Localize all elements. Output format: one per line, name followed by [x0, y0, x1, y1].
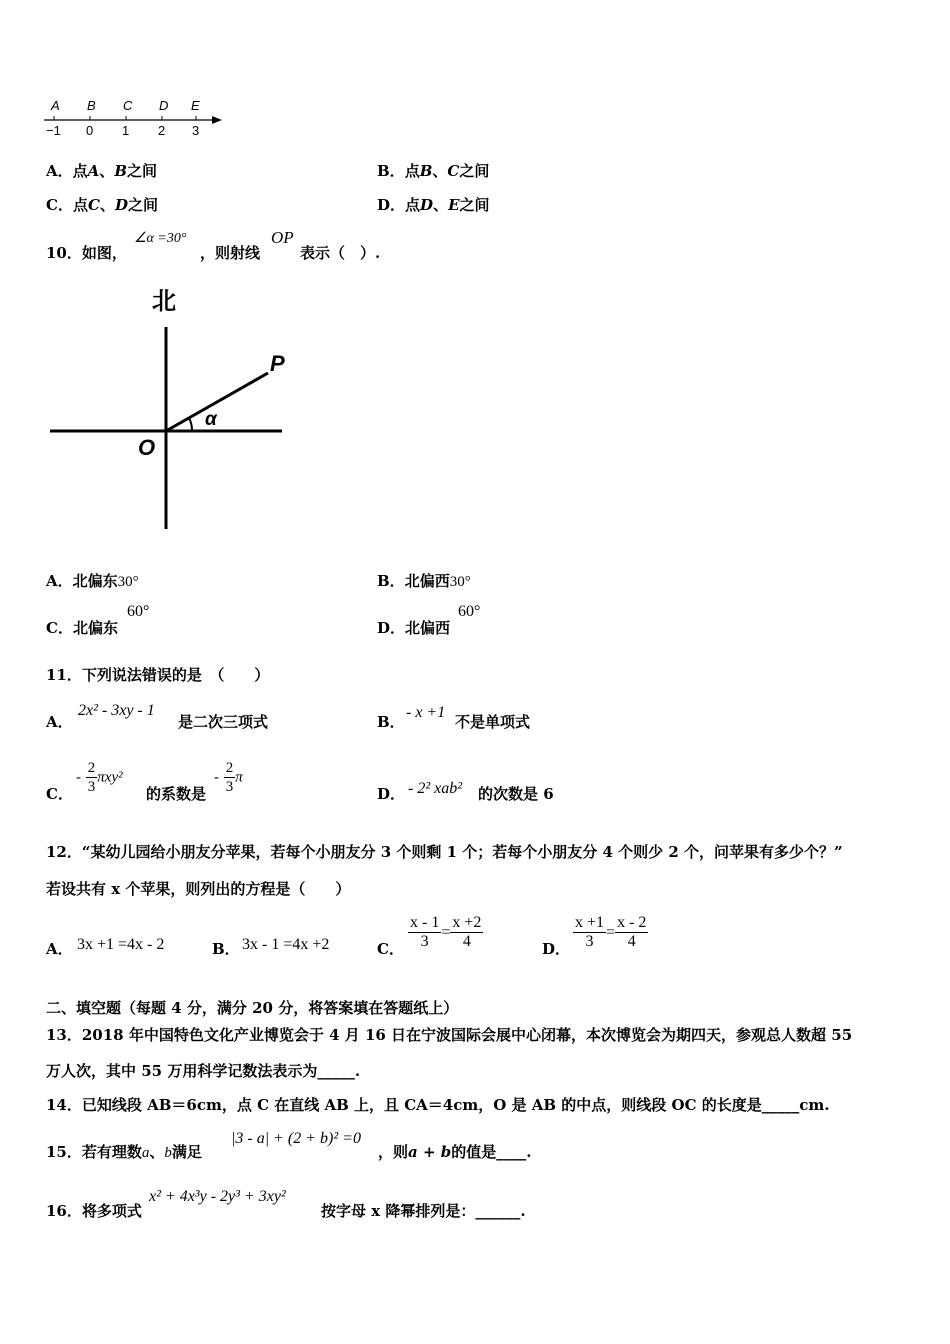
q10-angle: ∠α =30° — [134, 231, 187, 246]
q16-end: 按字母 x 降幂排列是：______. — [321, 1202, 526, 1220]
point-label-d: D — [159, 98, 169, 113]
q16-math: x² + 4x³y - 2y³ + 3xy² — [149, 1188, 286, 1205]
q11-option-c-text: 的系数是 — [146, 785, 207, 803]
point-label-b: B — [87, 98, 96, 113]
q11-option-d-text: 的次数是 6 — [478, 785, 554, 803]
q15-text: 15．若有理数a、b满足 — [46, 1143, 202, 1161]
q10-option-c-degree: 60° — [127, 603, 150, 620]
q12-option-d-eq: $\frac{x +1}{3}$ = $\frac{x - 2}{4}$ — [575, 914, 647, 950]
q12-option-b-letter: B． — [212, 940, 240, 958]
origin-label: O — [138, 435, 156, 460]
q12-option-b-eq: 3x - 1 =4x +2 — [242, 936, 330, 953]
q12-option-a-eq: 3x +1 =4x - 2 — [77, 936, 165, 953]
point-label-c: C — [123, 98, 133, 113]
q11-option-a-math: 2x² - 3xy - 1 — [78, 702, 155, 719]
q11-option-b-math: - x +1 — [406, 704, 446, 721]
point-label-e: E — [191, 98, 200, 113]
q10-ray: OP — [271, 228, 294, 247]
q11-option-d-math: - 2² xab² — [408, 780, 463, 797]
tick-label: 3 — [192, 123, 200, 138]
q9-option-d: D．点D、E之间 — [377, 196, 490, 214]
q12-option-a-letter: A． — [46, 940, 73, 958]
section-2-heading: 二、填空题（每题 4 分，满分 20 分，将答案填在答题纸上） — [46, 999, 459, 1017]
q12-option-d-letter: D． — [542, 940, 571, 958]
q12-option-c-eq: $\frac{x - 1}{3}$ = $\frac{x +2}{4}$ — [410, 914, 482, 950]
q10-option-a: A．北偏东30° — [46, 572, 139, 590]
q13-line1: 13．2018 年中国特色文化产业博览会于 4 月 16 日在宁波国际会展中心闭幕，本次博览会为期四天，参观总人数超 55 — [46, 1026, 853, 1044]
q11-option-c-coefficient: - $\frac{2}{3}$ π — [214, 760, 243, 795]
q11-option-d-letter: D． — [377, 785, 406, 803]
tick-label: 1 — [122, 123, 130, 138]
tick-label: 0 — [86, 123, 94, 138]
q12-line2: 若设共有 x 个苹果，则列出的方程是（ ） — [46, 880, 351, 898]
north-label: 北 — [152, 288, 176, 315]
q10-option-d: D．北偏西 — [377, 619, 451, 637]
number-line-figure — [40, 92, 240, 142]
q11-option-c-letter: C． — [46, 785, 73, 803]
q11-option-c-math: - $\frac{2}{3}$ πxy² — [76, 760, 123, 795]
q9-option-c: C．点C、D之间 — [46, 196, 158, 214]
q11-option-a-letter: A． — [46, 713, 73, 731]
tick-label: 2 — [158, 123, 166, 138]
tick-label: −1 — [46, 123, 61, 138]
ray-op — [166, 373, 268, 431]
number-line-arrow — [212, 116, 222, 124]
q10-option-c: C．北偏东 — [46, 619, 118, 637]
direction-figure — [44, 285, 304, 535]
q11-stem: 11．下列说法错误的是 （ ） — [46, 666, 270, 684]
q10-stem: 10．如图， — [46, 244, 127, 262]
q10-option-d-degree: 60° — [458, 603, 481, 620]
q15-math: |3 - a| + (2 + b)² =0 — [231, 1130, 361, 1147]
q14: 14．已知线段 AB＝6cm，点 C 在直线 AB 上，且 CA＝4cm，O 是 AB 的中点，则线段 OC 的长度是_____cm. — [46, 1096, 830, 1114]
point-label-a: A — [51, 98, 60, 113]
q10-stem-mid: ，则射线 — [200, 244, 261, 262]
q13-line2: 万人次，其中 55 万用科学记数法表示为_____. — [46, 1062, 361, 1080]
q10-stem-end: 表示（ ）. — [300, 244, 381, 262]
angle-label: α — [205, 409, 217, 430]
point-p-label: P — [270, 351, 285, 376]
q12-line1: 12．“某幼儿园给小朋友分苹果，若每个小朋友分 3 个则剩 1 个；若每个小朋友分 4 个则少 2 个，问苹果有多少个？” — [46, 843, 843, 861]
q11-option-a-text: 是二次三项式 — [178, 713, 269, 731]
q11-option-b-letter: B． — [377, 713, 405, 731]
q15-end: ，则a + b的值是____. — [378, 1143, 532, 1161]
q10-option-b: B．北偏西30° — [377, 572, 471, 590]
q9-option-b: B．点B、C之间 — [377, 162, 490, 180]
q11-option-b-text: 不是单项式 — [455, 713, 531, 731]
q9-option-a: A．点A、B之间 — [46, 162, 158, 180]
q12-option-c-letter: C． — [377, 940, 404, 958]
angle-arc — [189, 418, 192, 431]
q16-text: 16．将多项式 — [46, 1202, 142, 1220]
